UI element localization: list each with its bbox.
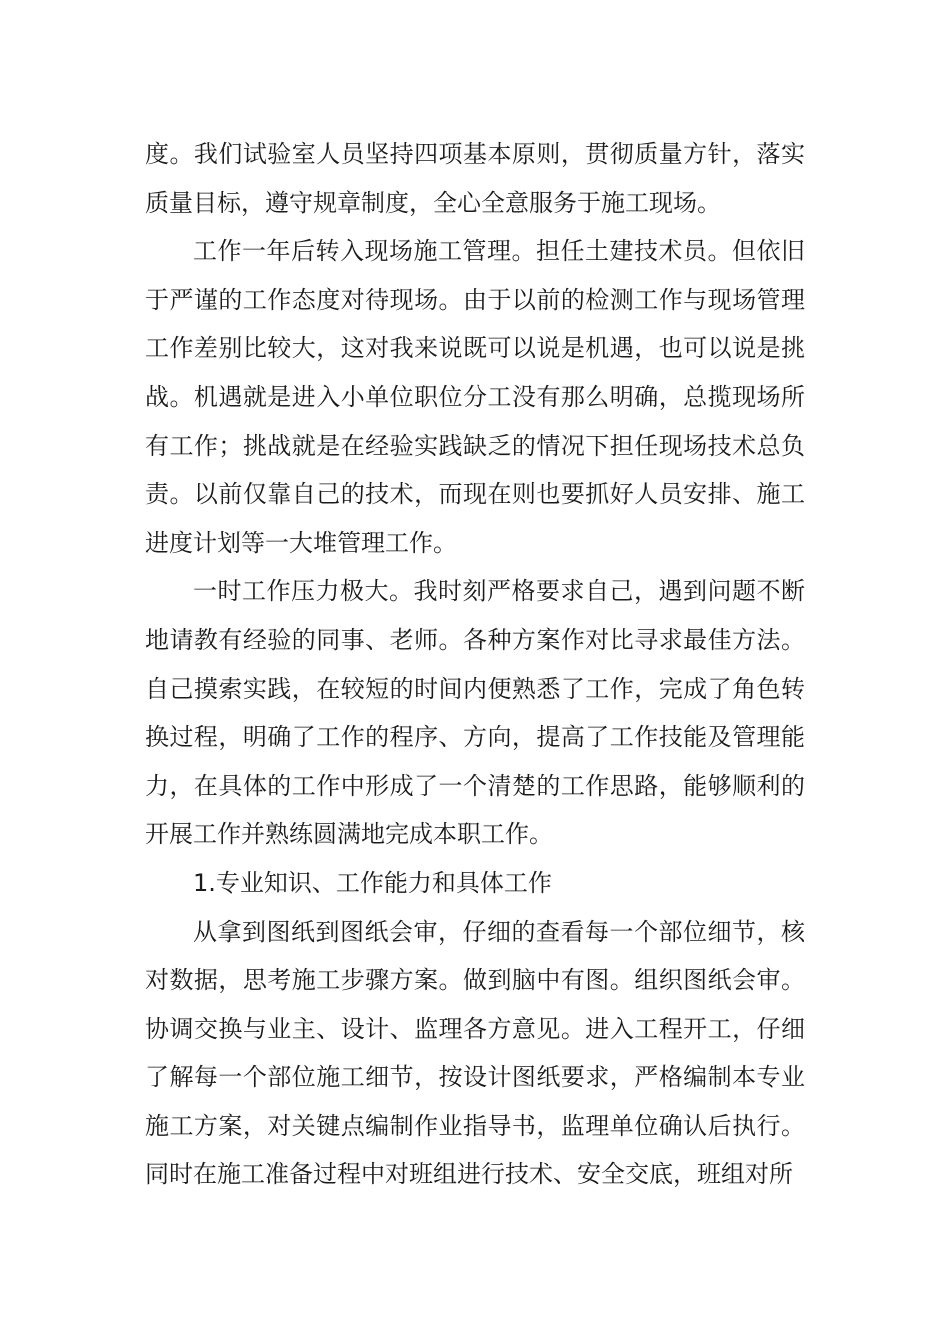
document-body <box>145 130 805 1199</box>
paragraph-work-pressure: 一时工作压力极大。我时刻严格要求自己，遇到问题不断地请教有经验的同事、老师。各种方案作对比寻求最佳方法。自己摸索实践，在较短的时间内便熟悉了工作，完成了角色转换过程，明确了工作的程序、方向，提高了工作技能及管理能力，在具体的工作中形成了一个清楚的工作思路，能够顺利的开展工作并熟练圆满地完成本职工作。 <box>145 577 805 849</box>
section-heading: 1.专业知识、工作能力和具体工作 <box>193 868 552 897</box>
paragraph-drawings-review: 从拿到图纸到图纸会审，仔细的查看每一个部位细节，核对数据，思考施工步骤方案。做到脑中有图。组织图纸会审。协调交换与业主、设计、监理各方意见。进入工程开工，仔细了解每一个部位施工细节，按设计图纸要求，严格编制本专业施工方案，对关键点编制作业指导书，监理单位确认后执行。同时在施工准备过程中对班组进行技术、安全交底，班组对所 <box>145 917 805 1189</box>
paragraph-continuation: 度。我们试验室人员坚持四项基本原则，贯彻质量方针，落实质量目标，遵守规章制度，全心全意服务于施工现场。 <box>145 140 805 217</box>
paragraph-site-management: 工作一年后转入现场施工管理。担任土建技术员。但依旧于严谨的工作态度对待现场。由于以前的检测工作与现场管理工作差别比较大，这对我来说既可以说是机遇，也可以说是挑战。机遇就是进入小单位职位分工没有那么明确，总揽现场所有工作；挑战就是在经验实践缺乏的情况下担任现场技术总负责。以前仅靠自己的技术，而现在则也要抓好人员安排、施工进度计划等一大堆管理工作。 <box>145 237 805 557</box>
